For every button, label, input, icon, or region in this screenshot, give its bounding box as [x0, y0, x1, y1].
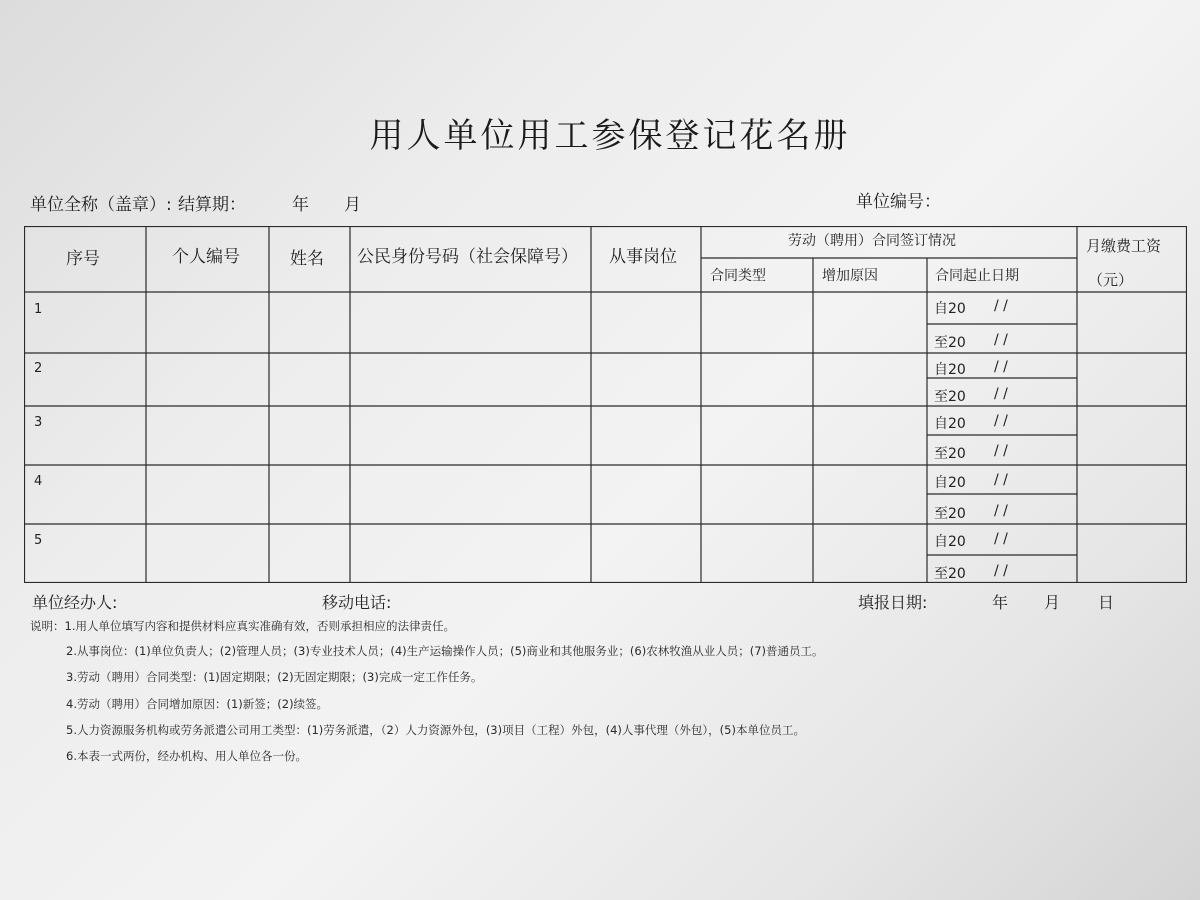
fill-month-label: 月 — [1044, 593, 1061, 612]
col-header-add-reason: 增加原因 — [822, 268, 878, 284]
date-from-label: 自20 — [934, 534, 966, 550]
date-slashes: / / — [994, 298, 1008, 314]
col-header-monthly-wage-unit: （元） — [1088, 271, 1134, 289]
header-year-label: 年 — [292, 195, 309, 215]
handler-label: 单位经办人: — [32, 593, 118, 612]
row-number: 2 — [34, 361, 43, 376]
row-number: 5 — [34, 533, 43, 548]
note-item: 5.人力资源服务机构或劳务派遣公司用工类型：(1)劳务派遣，（2）人力资源外包，(3)项目（工程）外包，(4)人事代理（外包），(5)本单位员工。 — [66, 723, 805, 737]
note-item: 说明：1.用人单位填写内容和提供材料应真实准确有效，否则承担相应的法律责任。 — [30, 619, 455, 633]
date-to-label: 至20 — [934, 335, 966, 351]
col-header-contract-group: 劳动（聘用）合同签订情况 — [788, 233, 956, 249]
mobile-label: 移动电话: — [322, 593, 392, 612]
col-header-personal-no: 个人编号 — [172, 247, 240, 267]
date-slashes: / / — [994, 503, 1008, 519]
date-slashes: / / — [994, 563, 1008, 579]
settlement-period-label: 结算期： — [178, 195, 246, 215]
date-slashes: / / — [994, 332, 1008, 348]
note-item: 2.从事岗位：(1)单位负责人；(2)管理人员；(3)专业技术人员；(4)生产运输操作人员；(5)商业和其他服务业；(6)农林牧渔从业人员；(7)普通员工。 — [66, 644, 824, 658]
col-header-position: 从事岗位 — [609, 247, 677, 267]
fill-date-label: 填报日期: — [858, 593, 928, 612]
col-header-monthly-wage: 月缴费工资 — [1086, 237, 1162, 255]
date-slashes: / / — [994, 472, 1008, 488]
row-number: 1 — [34, 302, 43, 317]
row-number: 4 — [34, 474, 43, 489]
note-item: 6.本表一式两份，经办机构、用人单位各一份。 — [66, 749, 307, 763]
date-slashes: / / — [994, 386, 1008, 402]
col-header-contract-dates: 合同起止日期 — [935, 268, 1019, 284]
date-to-label: 至20 — [934, 506, 966, 522]
note-item: 4.劳动（聘用）合同增加原因：(1)新签；(2)续签。 — [66, 697, 329, 711]
date-slashes: / / — [994, 413, 1008, 429]
date-slashes: / / — [994, 531, 1008, 547]
date-from-label: 自20 — [934, 301, 966, 317]
col-header-contract-type: 合同类型 — [710, 268, 766, 284]
date-to-label: 至20 — [934, 389, 966, 405]
col-header-seq: 序号 — [66, 249, 100, 269]
unit-name-label: 单位全称（盖章）: — [30, 195, 172, 215]
form-title: 用人单位用工参保登记花名册 — [369, 116, 851, 156]
fill-day-label: 日 — [1098, 593, 1115, 612]
col-header-name: 姓名 — [290, 249, 324, 269]
date-slashes: / / — [994, 359, 1008, 375]
date-slashes: / / — [994, 443, 1008, 459]
col-header-id-number: 公民身份号码（社会保障号） — [357, 247, 578, 267]
header-month-label: 月 — [344, 195, 361, 215]
date-from-label: 自20 — [934, 362, 966, 378]
row-number: 3 — [34, 415, 43, 430]
date-to-label: 至20 — [934, 566, 966, 582]
date-to-label: 至20 — [934, 446, 966, 462]
date-from-label: 自20 — [934, 475, 966, 491]
fill-year-label: 年 — [992, 593, 1009, 612]
roster-table — [24, 226, 1187, 583]
note-item: 3.劳动（聘用）合同类型：(1)固定期限；(2)无固定期限；(3)完成一定工作任务。 — [66, 670, 483, 684]
unit-number-label: 单位编号： — [856, 192, 941, 212]
date-from-label: 自20 — [934, 416, 966, 432]
